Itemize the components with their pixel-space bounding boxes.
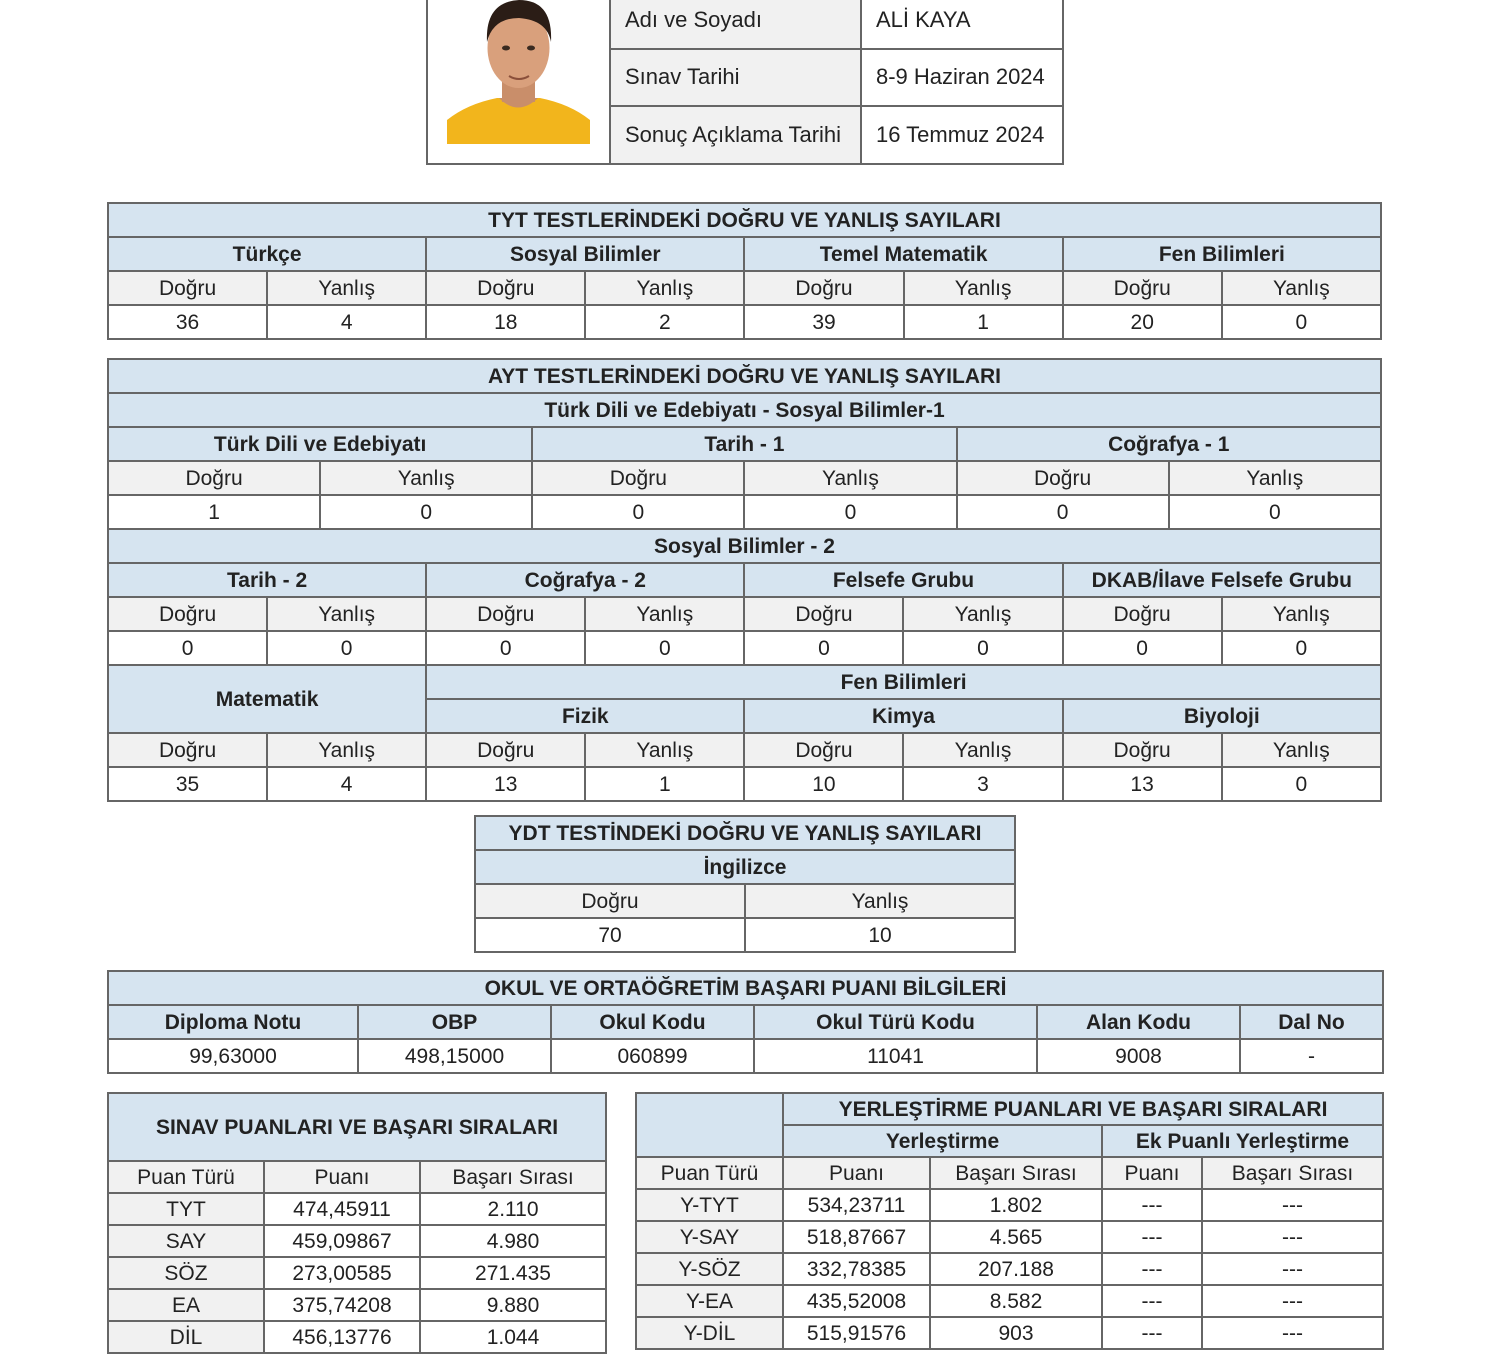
dogru-label: Doğru — [744, 733, 903, 767]
score-type: EA — [108, 1289, 264, 1321]
ayt-subject-header: Tarih - 2 — [108, 563, 426, 597]
yanlis-value: 0 — [585, 631, 744, 665]
exam-scores-table — [107, 1092, 607, 1354]
placement-title: YERLEŞTİRME PUANLARI VE BAŞARI SIRALARI — [783, 1093, 1383, 1125]
candidate-photo — [427, 0, 610, 164]
rank-header: Başarı Sırası — [420, 1161, 606, 1193]
score-type: TYT — [108, 1193, 264, 1225]
dogru-value: 39 — [744, 305, 903, 339]
dogru-label: Doğru — [1063, 733, 1222, 767]
score-type: Y-DİL — [636, 1317, 783, 1349]
placement-corner — [636, 1093, 783, 1157]
score-value: 518,87667 — [783, 1221, 930, 1253]
yanlis-label: Yanlış — [904, 271, 1063, 305]
extra-rank-value: --- — [1202, 1189, 1383, 1221]
extra-score-value: --- — [1102, 1221, 1202, 1253]
rank-value: 1.802 — [930, 1189, 1102, 1221]
result-date-value: 16 Temmuz 2024 — [861, 106, 1063, 164]
score-value: 435,52008 — [783, 1285, 930, 1317]
ayt-fen-title: Fen Bilimleri — [426, 665, 1381, 699]
placement-scores-table — [635, 1092, 1384, 1350]
yanlis-label: Yanlış — [903, 597, 1062, 631]
dogru-label: Doğru — [108, 461, 320, 495]
dogru-value: 0 — [108, 631, 267, 665]
extra-placement-subheader: Ek Puanlı Yerleştirme — [1102, 1125, 1383, 1157]
dogru-label: Doğru — [475, 884, 745, 918]
extra-rank-value: --- — [1202, 1317, 1383, 1349]
score-type: Y-SÖZ — [636, 1253, 783, 1285]
score-value: 456,13776 — [264, 1321, 420, 1353]
extra-rank-value: --- — [1202, 1285, 1383, 1317]
dogru-value: 0 — [532, 495, 744, 529]
yanlis-label: Yanlış — [744, 461, 956, 495]
tyt-subject-header: Türkçe — [108, 237, 426, 271]
exam-scores-title: SINAV PUANLARI VE BAŞARI SIRALARI — [108, 1093, 606, 1161]
rank-header: Başarı Sırası — [930, 1157, 1102, 1189]
ayt-group2-title: Sosyal Bilimler - 2 — [108, 529, 1381, 563]
score-type-header: Puan Türü — [108, 1161, 264, 1193]
branch-no-value: - — [1240, 1039, 1383, 1073]
yanlis-label: Yanlış — [320, 461, 532, 495]
dogru-label: Doğru — [108, 271, 267, 305]
score-value: 474,45911 — [264, 1193, 420, 1225]
rank-value: 903 — [930, 1317, 1102, 1349]
yanlis-value: 0 — [267, 631, 426, 665]
dogru-value: 13 — [1063, 767, 1222, 801]
rank-value: 9.880 — [420, 1289, 606, 1321]
yanlis-value: 0 — [1169, 495, 1381, 529]
dogru-value: 36 — [108, 305, 267, 339]
ayt-subject-header: Türk Dili ve Edebiyatı — [108, 427, 532, 461]
yanlis-value: 0 — [1222, 305, 1381, 339]
ayt-subject-header: Kimya — [744, 699, 1062, 733]
yanlis-value: 0 — [320, 495, 532, 529]
yanlis-label: Yanlış — [585, 733, 744, 767]
dogru-label: Doğru — [426, 733, 585, 767]
dogru-label: Doğru — [108, 733, 267, 767]
dogru-value: 20 — [1063, 305, 1222, 339]
yanlis-label: Yanlış — [267, 733, 426, 767]
score-header: Puanı — [783, 1157, 930, 1189]
score-type-header: Puan Türü — [636, 1157, 783, 1189]
field-code-header: Alan Kodu — [1037, 1005, 1240, 1039]
school-code-value: 060899 — [551, 1039, 754, 1073]
score-type: Y-SAY — [636, 1221, 783, 1253]
yanlis-value: 1 — [585, 767, 744, 801]
rank-value: 271.435 — [420, 1257, 606, 1289]
score-value: 375,74208 — [264, 1289, 420, 1321]
rank-value: 207.188 — [930, 1253, 1102, 1285]
rank-value: 2.110 — [420, 1193, 606, 1225]
candidate-info-table — [426, 0, 1064, 165]
dogru-value: 1 — [108, 495, 320, 529]
score-type: DİL — [108, 1321, 264, 1353]
score-value: 273,00585 — [264, 1257, 420, 1289]
score-type: Y-TYT — [636, 1189, 783, 1221]
school-type-value: 11041 — [754, 1039, 1037, 1073]
yanlis-value: 0 — [744, 495, 956, 529]
dogru-label: Doğru — [108, 597, 267, 631]
tyt-subject-header: Fen Bilimleri — [1063, 237, 1381, 271]
tyt-title: TYT TESTLERİNDEKİ DOĞRU VE YANLIŞ SAYILARI — [108, 203, 1381, 237]
extra-score-value: --- — [1102, 1317, 1202, 1349]
score-value: 534,23711 — [783, 1189, 930, 1221]
tyt-subject-header: Sosyal Bilimler — [426, 237, 744, 271]
yanlis-value: 0 — [903, 631, 1062, 665]
school-info-title: OKUL VE ORTAÖĞRETİM BAŞARI PUANI BİLGİLERİ — [108, 971, 1383, 1005]
yanlis-label: Yanlış — [1222, 597, 1381, 631]
school-info-table — [107, 970, 1384, 1074]
rank-value: 4.980 — [420, 1225, 606, 1257]
dogru-label: Doğru — [532, 461, 744, 495]
ydt-language: İngilizce — [475, 850, 1015, 884]
yanlis-value: 0 — [1222, 631, 1381, 665]
dogru-value: 0 — [744, 631, 903, 665]
ayt-subject-header: Fizik — [426, 699, 744, 733]
yanlis-value: 10 — [745, 918, 1015, 952]
dogru-label: Doğru — [1063, 271, 1222, 305]
score-type: Y-EA — [636, 1285, 783, 1317]
rank-value: 8.582 — [930, 1285, 1102, 1317]
obp-value: 498,15000 — [358, 1039, 551, 1073]
score-value: 332,78385 — [783, 1253, 930, 1285]
ydt-results-table — [474, 815, 1016, 953]
exam-date-label: Sınav Tarihi — [610, 49, 861, 107]
rank-header: Başarı Sırası — [1202, 1157, 1383, 1189]
branch-no-header: Dal No — [1240, 1005, 1383, 1039]
yanlis-value: 4 — [267, 305, 426, 339]
obp-header: OBP — [358, 1005, 551, 1039]
dogru-label: Doğru — [1063, 597, 1222, 631]
name-label: Adı ve Soyadı — [610, 0, 861, 49]
yanlis-value: 0 — [1222, 767, 1381, 801]
tyt-subject-header: Temel Matematik — [744, 237, 1062, 271]
score-type: SAY — [108, 1225, 264, 1257]
ayt-subject-header: Coğrafya - 2 — [426, 563, 744, 597]
rank-value: 4.565 — [930, 1221, 1102, 1253]
dogru-value: 0 — [957, 495, 1169, 529]
yanlis-label: Yanlış — [745, 884, 1015, 918]
yanlis-value: 1 — [904, 305, 1063, 339]
extra-score-value: --- — [1102, 1285, 1202, 1317]
ayt-subject-header: Felsefe Grubu — [744, 563, 1062, 597]
ayt-matematik-header: Matematik — [108, 665, 426, 733]
dogru-label: Doğru — [426, 271, 585, 305]
extra-rank-value: --- — [1202, 1221, 1383, 1253]
name-value: ALİ KAYA — [861, 0, 1063, 49]
extra-score-value: --- — [1102, 1253, 1202, 1285]
dogru-value: 0 — [426, 631, 585, 665]
yanlis-label: Yanlış — [585, 271, 744, 305]
extra-rank-value: --- — [1202, 1253, 1383, 1285]
yanlis-label: Yanlış — [267, 271, 426, 305]
score-header: Puanı — [264, 1161, 420, 1193]
yanlis-label: Yanlış — [1222, 733, 1381, 767]
score-header: Puanı — [1102, 1157, 1202, 1189]
ayt-subject-header: DKAB/İlave Felsefe Grubu — [1063, 563, 1381, 597]
ayt-subject-header: Biyoloji — [1063, 699, 1381, 733]
yanlis-label: Yanlış — [903, 733, 1062, 767]
ayt-group1-title: Türk Dili ve Edebiyatı - Sosyal Bilimler-1 — [108, 393, 1381, 427]
extra-score-value: --- — [1102, 1189, 1202, 1221]
result-date-label: Sonuç Açıklama Tarihi — [610, 106, 861, 164]
yanlis-value: 4 — [267, 767, 426, 801]
rank-value: 1.044 — [420, 1321, 606, 1353]
school-code-header: Okul Kodu — [551, 1005, 754, 1039]
ayt-subject-header: Tarih - 1 — [532, 427, 956, 461]
ydt-title: YDT TESTİNDEKİ DOĞRU VE YANLIŞ SAYILARI — [475, 816, 1015, 850]
dogru-label: Doğru — [744, 597, 903, 631]
ayt-subject-header: Coğrafya - 1 — [957, 427, 1382, 461]
school-type-header: Okul Türü Kodu — [754, 1005, 1037, 1039]
field-code-value: 9008 — [1037, 1039, 1240, 1073]
dogru-value: 70 — [475, 918, 745, 952]
yanlis-label: Yanlış — [267, 597, 426, 631]
score-type: SÖZ — [108, 1257, 264, 1289]
dogru-value: 18 — [426, 305, 585, 339]
yanlis-label: Yanlış — [585, 597, 744, 631]
diploma-header: Diploma Notu — [108, 1005, 358, 1039]
placement-subheader: Yerleştirme — [783, 1125, 1102, 1157]
tyt-results-table — [107, 202, 1382, 340]
dogru-value: 0 — [1063, 631, 1222, 665]
yanlis-label: Yanlış — [1169, 461, 1381, 495]
score-value: 459,09867 — [264, 1225, 420, 1257]
ayt-title: AYT TESTLERİNDEKİ DOĞRU VE YANLIŞ SAYILARI — [108, 359, 1381, 393]
yanlis-label: Yanlış — [1222, 271, 1381, 305]
dogru-value: 10 — [744, 767, 903, 801]
diploma-value: 99,63000 — [108, 1039, 358, 1073]
dogru-label: Doğru — [744, 271, 903, 305]
ayt-results-table — [107, 358, 1382, 802]
dogru-label: Doğru — [426, 597, 585, 631]
score-value: 515,91576 — [783, 1317, 930, 1349]
dogru-value: 35 — [108, 767, 267, 801]
yanlis-value: 3 — [903, 767, 1062, 801]
dogru-value: 13 — [426, 767, 585, 801]
yanlis-value: 2 — [585, 305, 744, 339]
exam-date-value: 8-9 Haziran 2024 — [861, 49, 1063, 107]
dogru-label: Doğru — [957, 461, 1169, 495]
